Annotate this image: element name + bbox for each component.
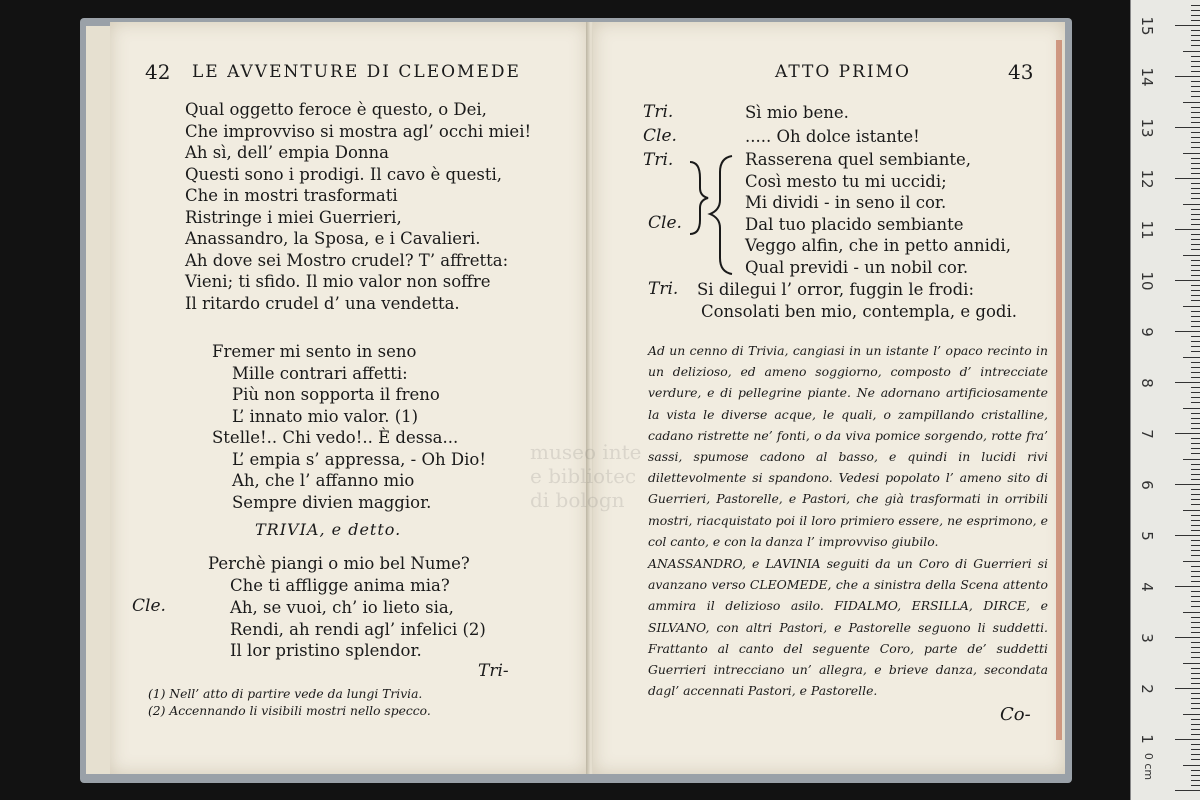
ruler-tick	[1191, 168, 1200, 169]
ruler-tick	[1183, 714, 1200, 715]
ruler-tick	[1191, 754, 1200, 755]
speaker-label: Tri.	[648, 279, 679, 299]
verse-line: Che in mostri trasformati	[185, 186, 398, 205]
ruler-tick	[1191, 601, 1200, 602]
ruler-tick	[1175, 433, 1200, 434]
ruler-tick	[1191, 137, 1200, 138]
ruler-tick	[1191, 56, 1200, 57]
ruler-tick	[1191, 647, 1200, 648]
ruler-tick	[1191, 316, 1200, 317]
ruler-tick	[1191, 622, 1200, 623]
ruler-tick	[1191, 147, 1200, 148]
ruler-tick	[1191, 606, 1200, 607]
ruler-tick	[1191, 122, 1200, 123]
verse-line: Consolati ben mio, contempla, e godi.	[701, 301, 1017, 321]
ruler-tick	[1191, 214, 1200, 215]
verse-line: Rendi, ah rendi agl’ infelici (2)	[230, 619, 486, 639]
speaker-label: Cle.	[132, 596, 166, 616]
ruler-tick	[1183, 102, 1200, 103]
ruler-number: 1	[1138, 734, 1156, 744]
left-running-head: LE AVVENTURE DI CLEOMEDE	[192, 62, 521, 82]
ruler-tick	[1175, 25, 1200, 26]
tri-final-lines	[697, 279, 1017, 322]
ruler-tick	[1191, 515, 1200, 516]
ruler-tick	[1183, 663, 1200, 664]
ruler-tick	[1191, 525, 1200, 526]
ruler-tick	[1191, 550, 1200, 551]
ruler-tick	[1191, 193, 1200, 194]
ruler-tick	[1191, 377, 1200, 378]
ruler-tick	[1191, 387, 1200, 388]
left-catchword: Tri-	[478, 661, 509, 681]
ruler-tick	[1191, 423, 1200, 424]
ruler-tick	[1175, 535, 1200, 536]
ruler-tick	[1191, 61, 1200, 62]
ruler-tick	[1191, 780, 1200, 781]
verse-line: Ah, se vuoi, ch’ io lieto sia,	[230, 598, 454, 617]
ruler-tick	[1191, 234, 1200, 235]
ruler-tick	[1191, 20, 1200, 21]
ruler-tick	[1191, 770, 1200, 771]
ruler-tick	[1191, 540, 1200, 541]
ruler-tick	[1191, 112, 1200, 113]
speaker-label: Tri.	[643, 102, 674, 122]
ruler-tick	[1191, 239, 1200, 240]
ruler-tick	[1191, 249, 1200, 250]
ruler-tick	[1191, 270, 1200, 271]
ruler-tick	[1191, 91, 1200, 92]
ruler-tick	[1191, 321, 1200, 322]
ruler-tick	[1183, 255, 1200, 256]
ruler-tick	[1191, 188, 1200, 189]
verse-line: Fremer mi sento in seno	[212, 342, 417, 361]
ruler-tick	[1191, 265, 1200, 266]
ruler-tick	[1191, 678, 1200, 679]
ruler-tick	[1191, 244, 1200, 245]
ruler-number: 3	[1138, 633, 1156, 643]
verse-line: Ah dove sei Mostro crudel? T’ affretta:	[185, 250, 509, 270]
ruler-tick	[1191, 45, 1200, 46]
measurement-ruler	[1130, 0, 1200, 800]
verse-line: Mi dividi - in seno il cor.	[745, 193, 947, 212]
ruler-tick	[1183, 51, 1200, 52]
ruler-number: 9	[1138, 327, 1156, 337]
verse-line: Ah sì, dell’ empia Donna	[185, 143, 389, 162]
verse-line: Che improvviso si mostra agl’ occhi miei!	[185, 121, 532, 141]
ruler-tick	[1191, 15, 1200, 16]
ruler-tick	[1175, 331, 1200, 332]
ruler-tick	[1191, 693, 1200, 694]
ruler-tick	[1191, 464, 1200, 465]
verse-line: Che ti affligge anima mia?	[230, 575, 450, 595]
ruler-tick	[1191, 719, 1200, 720]
ruler-tick	[1191, 438, 1200, 439]
ruler-tick	[1191, 351, 1200, 352]
ruler-tick	[1191, 71, 1200, 72]
ruler-tick	[1175, 688, 1200, 689]
verse-line: Così mesto tu mi uccidi;	[745, 171, 947, 191]
verse-line: Mille contrari affetti:	[232, 363, 408, 383]
ruler-tick	[1191, 642, 1200, 643]
ruler-tick	[1183, 204, 1200, 205]
verse-line: Qual previdi - un nobil cor.	[745, 257, 969, 277]
right-page-number: 43	[1008, 60, 1034, 84]
ruler-tick	[1191, 158, 1200, 159]
footnotes	[148, 686, 431, 720]
ruler-tick	[1191, 448, 1200, 449]
ruler-tick	[1191, 729, 1200, 730]
ruler-tick	[1191, 617, 1200, 618]
ruler-tick	[1191, 35, 1200, 36]
ruler-tick	[1191, 504, 1200, 505]
ruler-tick	[1191, 367, 1200, 368]
verse-line: Rasserena quel sembiante,	[745, 150, 971, 169]
ruler-tick	[1191, 627, 1200, 628]
speaker-label: Tri.	[643, 150, 674, 170]
ruler-tick	[1175, 229, 1200, 230]
ruler-tick	[1191, 397, 1200, 398]
ruler-tick	[1191, 520, 1200, 521]
footnote: (1) Nell’ atto di partire vede da lungi Trivia.	[148, 687, 423, 701]
ruler-tick	[1183, 612, 1200, 613]
ruler-tick	[1191, 703, 1200, 704]
ruler-tick	[1191, 224, 1200, 225]
ruler-tick	[1191, 591, 1200, 592]
ruler-tick	[1191, 198, 1200, 199]
stage-direction: Ad un cenno di Trivia, cangiasi in un istante l’ opaco recinto in un delizioso, ed ameno soggiorno, composto d’ intrecciate verdure, e di pellegrine piante. Ne adornano artificiosamente la vista le diverse acque, le quali, o zampillando cristalline, cadano ristrette ne’ fonti, o da viva pomice sorgendo, rotte fra’ sassi, spumose cadono al basso, e quindi in lucidi rivi dilettevolmente si spandono. Vedesi popolato l’ ameno sito di Guerrieri, Pastorelle, e Pastori, che già trasformati in orribili mostri, riacquistato poi il loro primiero essere, ne esprimono, e col canto, e con la danza l’ improvviso giubilo.	[648, 343, 1048, 549]
aria-block	[212, 341, 486, 513]
ruler-tick	[1191, 494, 1200, 495]
ruler-tick	[1191, 479, 1200, 480]
ruler-tick	[1191, 336, 1200, 337]
ruler-tick	[1183, 561, 1200, 562]
ruler-tick	[1191, 107, 1200, 108]
ruler-number: 14	[1138, 67, 1156, 87]
duet-lines	[745, 149, 1011, 278]
verse-line: Sempre divien maggior.	[232, 492, 432, 512]
ruler-tick	[1191, 81, 1200, 82]
ruler-tick	[1191, 698, 1200, 699]
recitative-block	[185, 99, 531, 314]
ruler-tick	[1191, 66, 1200, 67]
ruler-tick	[1191, 474, 1200, 475]
verse-line: Ristringe i miei Guerrieri,	[185, 207, 402, 227]
ruler-tick	[1175, 586, 1200, 587]
ruler-tick	[1191, 362, 1200, 363]
ruler-tick	[1191, 311, 1200, 312]
ruler-tick	[1191, 596, 1200, 597]
ruler-tick	[1191, 413, 1200, 414]
ruler-number: 5	[1138, 531, 1156, 541]
verse-line: Veggo alfin, che in petto annidi,	[745, 236, 1011, 255]
ruler-tick	[1191, 566, 1200, 567]
ruler-tick	[1191, 571, 1200, 572]
ruler-tick	[1175, 637, 1200, 638]
ruler-tick	[1175, 76, 1200, 77]
verse-line: Questi sono i prodigi. Il cavo è questi,	[185, 164, 503, 184]
ruler-tick	[1183, 765, 1200, 766]
verse-line: Qual oggetto feroce è questo, o Dei,	[185, 100, 487, 119]
duet-brace	[680, 148, 744, 280]
right-catchword: Co-	[1000, 704, 1031, 725]
ruler-tick	[1175, 790, 1200, 791]
ruler-tick	[1191, 744, 1200, 745]
verse-line: Si dilegui l’ orror, fuggin le frodi:	[697, 280, 975, 299]
ruler-tick	[1191, 285, 1200, 286]
ruler-number: 7	[1138, 429, 1156, 439]
ruler-tick	[1191, 30, 1200, 31]
verse-line: Stelle!.. Chi vedo!.. È dessa...	[212, 428, 459, 447]
ruler-tick	[1191, 668, 1200, 669]
ruler-tick	[1191, 219, 1200, 220]
cle-lines	[230, 597, 486, 662]
verse-line: L’ innato mio valor. (1)	[232, 406, 419, 426]
ruler-tick	[1191, 489, 1200, 490]
watermark: museo inte e bibliotec di bologn	[530, 440, 642, 512]
page-edge-stain	[1056, 40, 1062, 740]
ruler-tick	[1175, 178, 1200, 179]
verse-line: ..... Oh dolce istante!	[745, 127, 920, 146]
ruler-tick	[1183, 510, 1200, 511]
ruler-tick	[1175, 127, 1200, 128]
ruler-unit: 0 cm	[1142, 752, 1156, 781]
ruler-tick	[1191, 555, 1200, 556]
ruler-tick	[1191, 581, 1200, 582]
verse-line: Dal tuo placido sembiante	[745, 214, 964, 234]
ruler-tick	[1191, 326, 1200, 327]
ruler-tick	[1191, 132, 1200, 133]
verse-line: L’ empia s’ appressa, - Oh Dio!	[232, 449, 486, 469]
ruler-tick	[1191, 163, 1200, 164]
verse-line: Anassandro, la Sposa, e i Cavalieri.	[185, 229, 481, 248]
ruler-tick	[1191, 749, 1200, 750]
ruler-number: 6	[1138, 480, 1156, 490]
verse-line: Vieni; ti sfido. Il mio valor non soffre	[185, 272, 491, 291]
ruler-tick	[1191, 341, 1200, 342]
ruler-tick	[1191, 300, 1200, 301]
ruler-tick	[1191, 117, 1200, 118]
ruler-number: 8	[1138, 378, 1156, 388]
ruler-tick	[1191, 183, 1200, 184]
ruler-tick	[1191, 708, 1200, 709]
ruler-number: 2	[1138, 684, 1156, 694]
ruler-tick	[1183, 153, 1200, 154]
speaker-label: Cle.	[648, 213, 682, 233]
ruler-tick	[1175, 739, 1200, 740]
footnote: (2) Accennando li visibili mostri nello specco.	[148, 704, 431, 718]
ruler-number: 12	[1138, 169, 1156, 189]
ruler-tick	[1191, 576, 1200, 577]
right-running-head: ATTO PRIMO	[775, 62, 911, 82]
ruler-tick	[1191, 40, 1200, 41]
ruler-tick	[1191, 652, 1200, 653]
verse-line: Sì mio bene.	[745, 103, 849, 122]
ruler-tick	[1191, 295, 1200, 296]
ruler-tick	[1191, 209, 1200, 210]
ruler-tick	[1191, 5, 1200, 6]
ruler-tick	[1191, 260, 1200, 261]
ruler-tick	[1183, 306, 1200, 307]
ruler-tick	[1191, 443, 1200, 444]
ruler-tick	[1191, 775, 1200, 776]
ruler-tick	[1191, 173, 1200, 174]
verse-line: Più non sopporta il freno	[232, 385, 440, 404]
ruler-tick	[1175, 382, 1200, 383]
ruler-number: 10	[1138, 271, 1156, 291]
ruler-number: 4	[1138, 582, 1156, 592]
ruler-tick	[1175, 280, 1200, 281]
ruler-tick	[1191, 734, 1200, 735]
verse-line: Perchè piangi o mio bel Nume?	[208, 554, 470, 573]
verse-line: Il lor pristino splendor.	[230, 641, 422, 660]
scene-heading: TRIVIA, e detto.	[255, 520, 402, 539]
ruler-tick	[1183, 459, 1200, 460]
ruler-number: 11	[1138, 220, 1156, 240]
ruler-tick	[1191, 346, 1200, 347]
ruler-tick	[1175, 484, 1200, 485]
ruler-tick	[1191, 785, 1200, 786]
ruler-tick	[1191, 402, 1200, 403]
ruler-tick	[1191, 392, 1200, 393]
ruler-tick	[1191, 142, 1200, 143]
ruler-number: 13	[1138, 118, 1156, 138]
ruler-tick	[1191, 632, 1200, 633]
ruler-tick	[1191, 428, 1200, 429]
ruler-tick	[1183, 408, 1200, 409]
ruler-tick	[1191, 673, 1200, 674]
stage-direction: ANASSANDRO, e LAVINIA seguiti da un Coro di Guerrieri si avanzano verso CLEOMEDE, che a sinistra della Scena attento ammira il delizioso asilo. FIDALMO, ERSILLA, DIRCE, e SILVANO, con altri Pastori, e Pastorelle seguono li suddetti. Frattanto al canto del seguente Coro, parte de’ suddetti Guerrieri intrecciano un’ allegra, e brieve danza, secondata dagl’ accennati Pastori, e Pastorelle.	[648, 556, 1048, 699]
ruler-tick	[1191, 683, 1200, 684]
ruler-tick	[1191, 372, 1200, 373]
ruler-tick	[1191, 275, 1200, 276]
ruler-tick	[1191, 86, 1200, 87]
left-page-number: 42	[145, 60, 171, 84]
ruler-tick	[1191, 10, 1200, 11]
ruler-tick	[1191, 724, 1200, 725]
ruler-number: 15	[1138, 16, 1156, 36]
speaker-label: Cle.	[643, 126, 677, 146]
verse-line: Ah, che l’ affanno mio	[232, 471, 415, 490]
ruler-tick	[1191, 657, 1200, 658]
ruler-tick	[1191, 418, 1200, 419]
ruler-tick	[1191, 499, 1200, 500]
verse-line: Il ritardo crudel d’ una vendetta.	[185, 293, 460, 313]
ruler-tick	[1191, 530, 1200, 531]
ruler-tick	[1191, 453, 1200, 454]
ruler-tick	[1191, 469, 1200, 470]
ruler-tick	[1183, 357, 1200, 358]
trivia-lines	[208, 553, 470, 596]
ruler-tick	[1191, 759, 1200, 760]
ruler-tick	[1191, 290, 1200, 291]
ruler-tick	[1191, 96, 1200, 97]
ruler-tick	[1191, 545, 1200, 546]
